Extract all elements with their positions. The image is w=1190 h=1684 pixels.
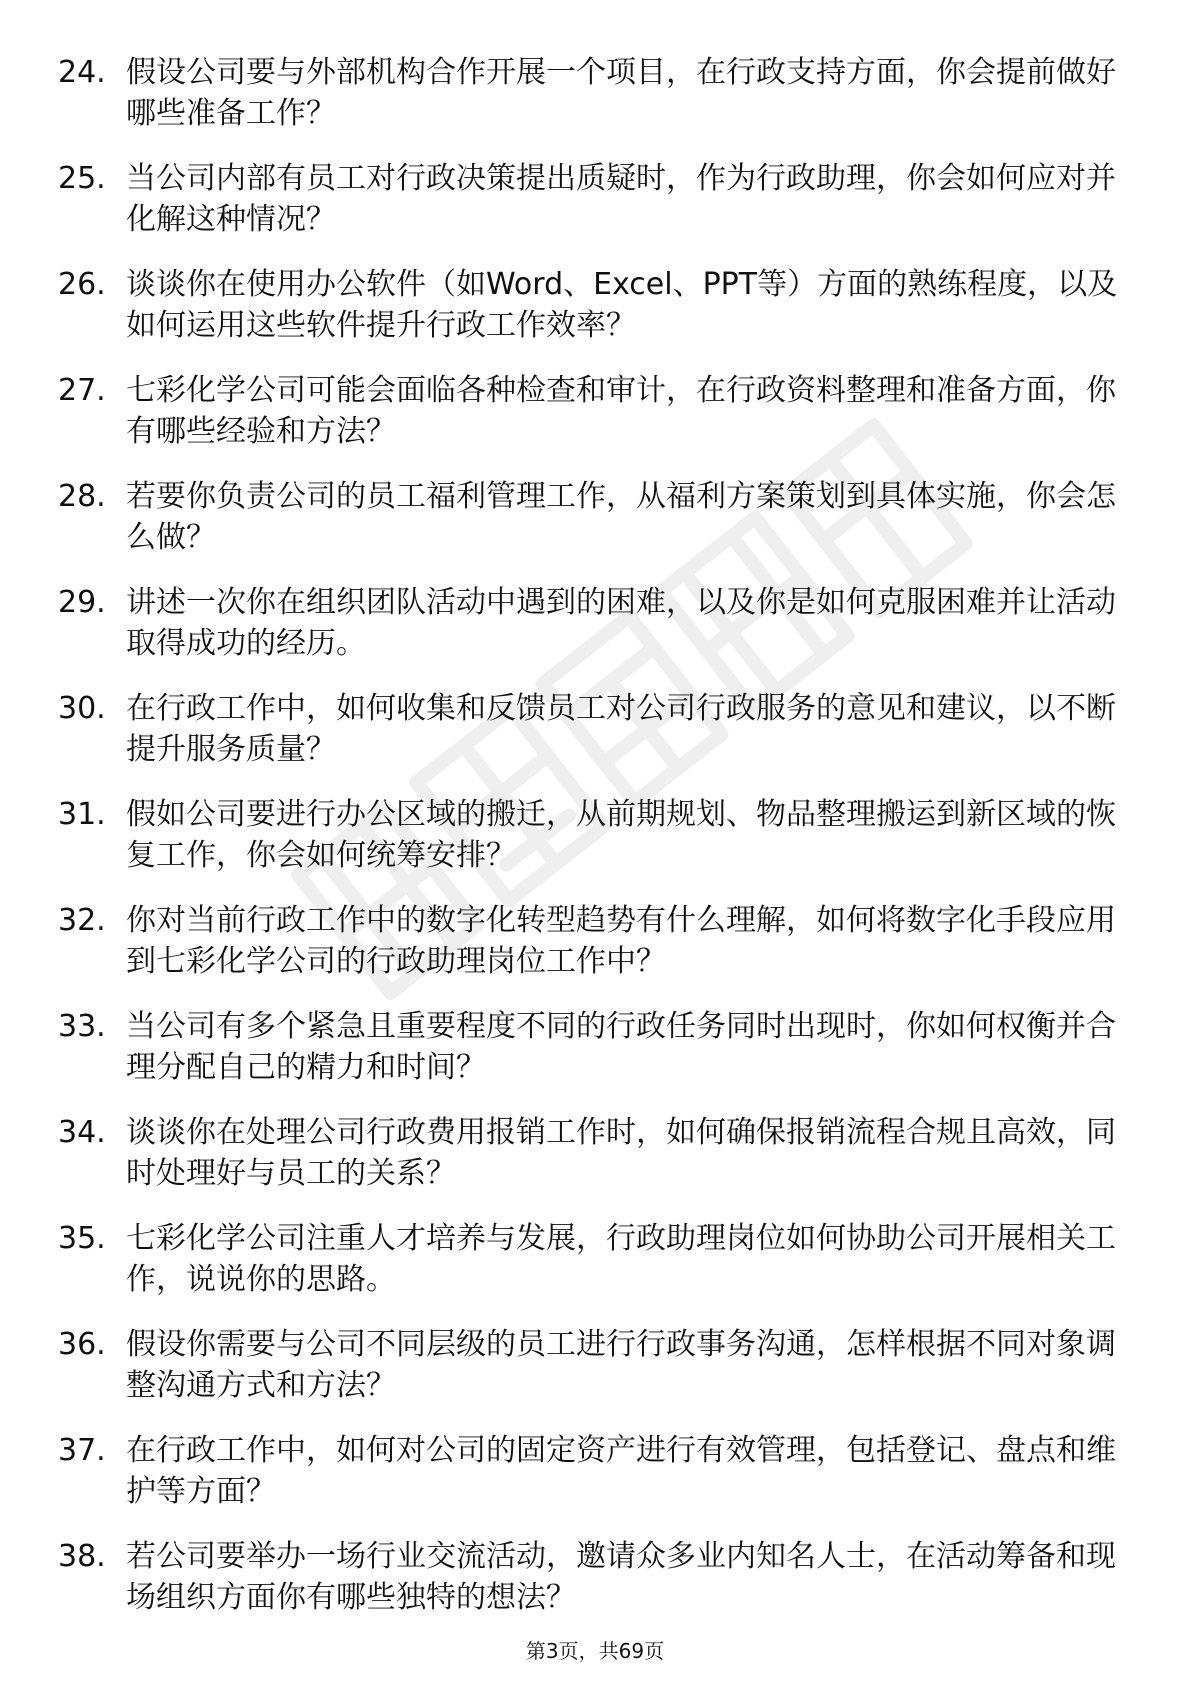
question-number: 35. xyxy=(58,1221,106,1256)
list-item xyxy=(58,1006,1128,1088)
list-item xyxy=(58,476,1128,558)
list-item xyxy=(58,264,1128,346)
question-list xyxy=(58,52,1128,1642)
list-item xyxy=(58,900,1128,982)
question-text: 假设你需要与公司不同层级的员工进行行政事务沟通，怎样根据不同对象调整沟通方式和方法？ xyxy=(126,1327,1116,1403)
list-item xyxy=(58,52,1128,134)
question-number: 30. xyxy=(58,691,106,726)
question-text: 讲述一次你在组织团队活动中遇到的困难，以及你是如何克服困难并让活动取得成功的经历。 xyxy=(126,585,1116,661)
list-item xyxy=(58,794,1128,876)
question-text: 谈谈你在使用办公软件（如Word、Excel、PPT等）方面的熟练程度，以及如何运用这些软件提升行政工作效率？ xyxy=(126,267,1118,343)
list-item xyxy=(58,1536,1128,1618)
question-number: 37. xyxy=(58,1433,106,1468)
question-number: 26. xyxy=(58,267,106,302)
list-item xyxy=(58,158,1128,240)
list-item xyxy=(58,582,1128,664)
list-item xyxy=(58,1324,1128,1406)
question-number: 24. xyxy=(58,55,106,90)
question-text: 在行政工作中，如何对公司的固定资产进行有效管理，包括登记、盘点和维护等方面？ xyxy=(126,1433,1116,1509)
question-number: 38. xyxy=(58,1539,106,1574)
question-text: 七彩化学公司注重人才培养与发展，行政助理岗位如何协助公司开展相关工作，说说你的思路。 xyxy=(126,1221,1116,1297)
question-number: 29. xyxy=(58,585,106,620)
question-text: 假设公司要与外部机构合作开展一个项目，在行政支持方面，你会提前做好哪些准备工作？ xyxy=(126,55,1116,131)
question-text: 你对当前行政工作中的数字化转型趋势有什么理解，如何将数字化手段应用到七彩化学公司的行政助理岗位工作中？ xyxy=(126,903,1116,979)
question-text: 当公司内部有员工对行政决策提出质疑时，作为行政助理，你会如何应对并化解这种情况？ xyxy=(126,161,1116,237)
question-text: 在行政工作中，如何收集和反馈员工对公司行政服务的意见和建议，以不断提升服务质量？ xyxy=(126,691,1116,767)
list-item xyxy=(58,1112,1128,1194)
question-text: 若要你负责公司的员工福利管理工作，从福利方案策划到具体实施，你会怎么做？ xyxy=(126,479,1116,555)
question-text: 假如公司要进行办公区域的搬迁，从前期规划、物品整理搬运到新区域的恢复工作，你会如何统筹安排？ xyxy=(126,797,1116,873)
question-text: 若公司要举办一场行业交流活动，邀请众多业内知名人士，在活动筹备和现场组织方面你有哪些独特的想法？ xyxy=(126,1539,1116,1615)
question-number: 33. xyxy=(58,1009,106,1044)
question-number: 25. xyxy=(58,161,106,196)
question-text: 当公司有多个紧急且重要程度不同的行政任务同时出现时，你如何权衡并合理分配自己的精力和时间？ xyxy=(126,1009,1116,1085)
question-number: 34. xyxy=(58,1115,106,1150)
page-number: 第3页，共69页 xyxy=(525,1639,665,1663)
question-number: 31. xyxy=(58,797,106,832)
question-text: 七彩化学公司可能会面临各种检查和审计，在行政资料整理和准备方面，你有哪些经验和方法？ xyxy=(126,373,1116,449)
question-number: 28. xyxy=(58,479,106,514)
question-number: 36. xyxy=(58,1327,106,1362)
list-item xyxy=(58,1430,1128,1512)
list-item xyxy=(58,688,1128,770)
question-number: 27. xyxy=(58,373,106,408)
question-text: 谈谈你在处理公司行政费用报销工作时，如何确保报销流程合规且高效，同时处理好与员工的关系？ xyxy=(126,1115,1116,1191)
list-item xyxy=(58,1218,1128,1300)
question-number: 32. xyxy=(58,903,106,938)
list-item xyxy=(58,370,1128,452)
